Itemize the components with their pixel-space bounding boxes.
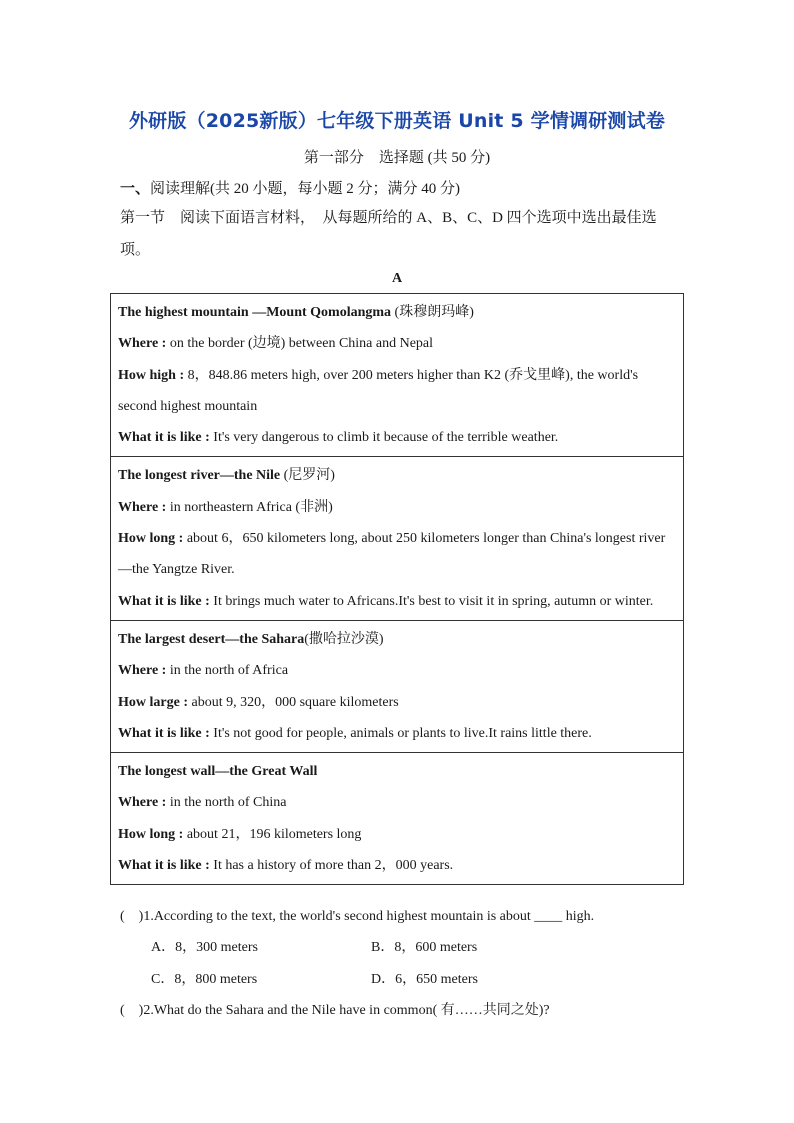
section-heading-text: 阅读理解(共 20 小题，每小题 2 分；满分 40 分): [150, 181, 461, 197]
question-1-option-b: B．8，600 meters: [371, 940, 478, 955]
cell-heading: The largest desert—the Sahara: [118, 631, 305, 647]
row-text: 8，848.86 meters high, over 200 meters higher than K2 (乔戈里峰), the world's second highest mountain: [118, 367, 639, 414]
row-text: in the north of China: [166, 795, 287, 811]
row-text: It brings much water to Africans.It's best to visit it in spring, autumn or winter.: [209, 593, 654, 609]
passage-label: A: [391, 271, 403, 286]
part-title: 第一部分 选择题 (共 50 分): [303, 150, 491, 166]
row-label: How large :: [118, 694, 188, 710]
cell-heading-note: (尼罗河): [280, 468, 335, 484]
row-label: Where :: [118, 499, 167, 515]
question-1-option-a: A．8，300 meters: [151, 940, 258, 955]
question-1-option-d: D．6，650 meters: [371, 972, 478, 987]
row-text: on the border (边境) between China and Nepal: [166, 336, 434, 352]
section-instruction: 第一节 阅读下面语言材料， 从每题所给的 A、B、C、D 四个选项中选出最佳选项。: [120, 210, 657, 258]
row-label: How long :: [118, 531, 184, 547]
section-number: 一、: [120, 181, 151, 197]
row-text: about 21，196 kilometers long: [183, 826, 362, 842]
question-1: ( )1.According to the text, the world's second highest mountain is about ____ high.: [120, 909, 595, 924]
row-text: It's very dangerous to climb it because of the terrible weather.: [209, 430, 559, 446]
row-text: about 9, 320，000 square kilometers: [187, 694, 399, 710]
row-label: Where :: [118, 795, 167, 811]
question-1-option-c: C．8，800 meters: [151, 972, 258, 987]
row-text: in the north of Africa: [166, 663, 289, 679]
cell-heading: The longest river—the Nile: [118, 468, 281, 484]
row-label: What it is like :: [118, 725, 210, 741]
passage-cell-desert: [111, 621, 683, 753]
question-2: ( )2.What do the Sahara and the Nile have in common( 有……共同之处)?: [120, 1003, 550, 1018]
row-text: about 6，650 kilometers long, about 250 kilometers longer than China's longest river —the Yangtze River.: [118, 531, 666, 578]
passage-cell-wall: [111, 753, 683, 884]
row-label: How long :: [118, 826, 184, 842]
cell-heading: The longest wall—the Great Wall: [118, 764, 318, 780]
row-label: What it is like :: [118, 593, 210, 609]
row-label: What it is like :: [118, 430, 210, 446]
row-label: Where :: [118, 663, 167, 679]
row-label: What it is like :: [118, 858, 210, 874]
row-label: Where :: [118, 336, 167, 352]
cell-heading-note: (撒哈拉沙漠): [304, 631, 384, 647]
page-title: 外研版（2025新版）七年级下册英语 Unit 5 学情调研测试卷: [128, 110, 666, 132]
passage-table: [110, 293, 684, 885]
row-text: It's not good for people, animals or plants to live.It rains little there.: [209, 725, 592, 741]
cell-heading: The highest mountain —Mount Qomolangma: [118, 305, 392, 320]
row-label: How high :: [118, 367, 185, 383]
row-text: It has a history of more than 2，000 years.: [209, 858, 454, 874]
row-text: in northeastern Africa (非洲): [166, 499, 333, 515]
passage-cell-river: [111, 457, 683, 620]
cell-heading-note: (珠穆朗玛峰): [391, 305, 474, 320]
passage-cell-mountain: [111, 294, 683, 457]
section-heading: [120, 177, 460, 198]
